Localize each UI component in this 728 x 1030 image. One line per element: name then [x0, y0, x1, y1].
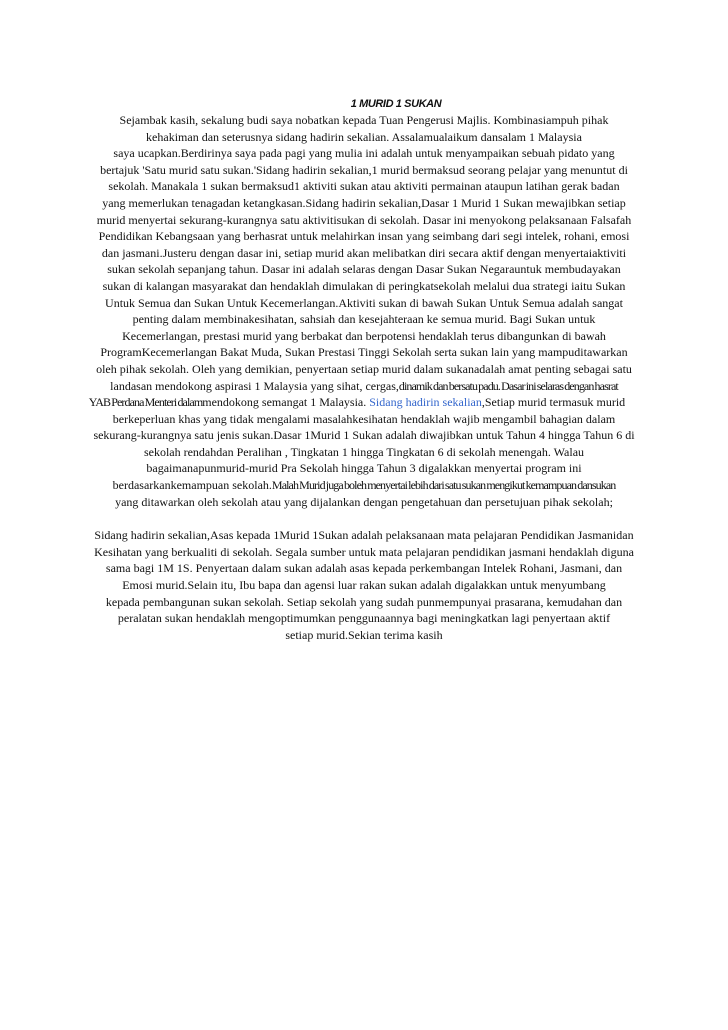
paragraph-line: dan jasmani.Justeru dengan dasar ini, setiap murid akan melibatkan diri secara aktif dengan menyertaiaktiviti: [101, 245, 627, 260]
paragraph-line: Kecemerlangan, prestasi murid yang berbakat dan berpotensi hendaklah terus dibangunkan di bawah: [122, 328, 606, 343]
paragraph-line: Kesihatan yang berkualiti di sekolah. Segala sumber untuk mata pelajaran pendidikan jasmani hendaklah diguna: [94, 544, 634, 559]
document-body: [74, 96, 654, 643]
line-segment: landasan mendokong aspirasi 1 Malaysia yang sihat, cergas,: [110, 378, 399, 393]
sidang-hadirin-link[interactable]: Sidang hadirin sekalian: [369, 395, 482, 410]
paragraph-spacer: [74, 510, 654, 527]
paragraph-line: Sidang hadirin sekalian,Asas kepada 1Murid 1Sukan adalah pelaksanaan mata pelajaran Pendidikan Jasmanidan: [94, 528, 634, 543]
paragraph-line: Emosi murid.Selain itu, Ibu bapa dan agensi luar rakan sukan adalah digalakkan untuk menyumbang: [122, 578, 606, 593]
line-segment-condensed: YAB Perdana Menteri dalam: [88, 395, 203, 410]
paragraph-line: penting dalam membinakesihatan, sahsiah dan kesejahteraan ke semua murid. Bagi Sukan untuk: [132, 312, 596, 327]
paragraph-line: murid menyertai sekurang-kurangnya satu aktivitisukan di sekolah. Dasar ini menyokong pelaksanaan Falsafah: [96, 212, 632, 227]
line-segment: berdasarkankemampuan sekolah.: [112, 478, 272, 493]
line-segment: mendokong semangat 1 Malaysia.: [202, 395, 370, 410]
paragraph-1: [74, 112, 654, 510]
document-title: 1 MURID 1 SUKAN: [350, 98, 442, 110]
paragraph-line: berkeperluan khas yang tidak mengalami masalahkesihatan hendaklah wajib mengambil bahagian dalam: [112, 411, 616, 426]
paragraph-line: yang ditawarkan oleh sekolah atau yang dijalankan dengan pengetahuan dan persetujuan pihak sekolah;: [115, 494, 613, 509]
paragraph-2: [74, 527, 654, 643]
paragraph-line-mixed: [74, 378, 654, 395]
paragraph-line: oleh pihak sekolah. Oleh yang demikian, penyertaan setiap murid dalam sukanadalah amat penting sebagai satu: [96, 361, 632, 376]
paragraph-line: Sejambak kasih, sekalung budi saya nobatkan kepada Tuan Pengerusi Majlis. Kombinasiampuh pihak: [119, 113, 609, 127]
paragraph-line: sukan di kalangan masyarakat dan hendaklah dimulakan di peringkatsekolah melalui dua strategi iaitu Sukan: [102, 278, 626, 293]
paragraph-line: bagaimanapunmurid-murid Pra Sekolah hingga Tahun 3 digalakkan menyertai program ini: [146, 461, 582, 476]
paragraph-line: kepada pembangunan sukan sekolah. Setiap sekolah yang sudah punmempunyai prasarana, kemudahan dan: [105, 594, 623, 609]
paragraph-line: sama bagi 1M 1S. Penyertaan dalam sukan adalah asas kepada perkembangan Intelek Rohani, Jasmani, dan: [105, 561, 623, 576]
paragraph-line: sekolah rendahdan Peralihan , Tingkatan 1 hingga Tingkatan 6 di sekolah menengah. Walau: [143, 444, 585, 459]
paragraph-line: Pendidikan Kebangsaan yang berhasrat untuk melahirkan insan yang seimbang dari segi intelek, rohani, emosi: [98, 229, 630, 244]
paragraph-line: sukan sekolah sepanjang tahun. Dasar ini adalah selaras dengan Dasar Sukan Negarauntuk membudayakan: [107, 262, 621, 277]
paragraph-line: yang memerlukan tenagadan ketangkasan.Sidang hadirin sekalian,Dasar 1 Murid 1 Sukan mewajibkan setiap: [102, 195, 626, 210]
paragraph-line: setiap murid.Sekian terima kasih: [285, 627, 443, 642]
paragraph-line: peralatan sukan hendaklah mengoptimumkan penggunaannya bagi meningkatkan lagi penyertaan aktif: [117, 611, 611, 626]
paragraph-line-mixed: [74, 477, 654, 494]
line-segment: ,Setiap murid termasuk murid: [481, 395, 626, 410]
paragraph-line: saya ucapkan.Berdirinya saya pada pagi yang mulia ini adalah untuk menyampaikan sebuah pidato yang: [113, 146, 615, 161]
paragraph-line: bertajuk 'Satu murid satu sukan.'Sidang hadirin sekalian,1 murid bermaksud seorang pelajar yang menuntut di: [100, 162, 628, 177]
line-segment-condensed: Malah Murid juga boleh menyertai lebih dari satu sukan mengikut kemampuan dansukan: [271, 478, 616, 493]
paragraph-line: sekolah. Manakala 1 sukan bermaksud1 aktiviti sukan atau aktiviti permainan ataupun latihan gerak badan: [108, 179, 620, 194]
paragraph-line-mixed: [60, 394, 654, 411]
paragraph-line: sekurang-kurangnya satu jenis sukan.Dasar 1Murid 1 Sukan adalah diwajibkan untuk Tahun 4 hingga Tahun 6 di: [93, 428, 635, 443]
paragraph-line: kehakiman dan seterusnya sidang hadirin sekalian. Assalamualaikum dansalam 1 Malaysia: [146, 129, 582, 144]
paragraph-line: Untuk Semua dan Sukan Untuk Kecemerlangan.Aktiviti sukan di bawah Sukan Untuk Semua adalah sangat: [105, 295, 623, 310]
paragraph-line: ProgramKecemerlangan Bakat Muda, Sukan Prestasi Tinggi Sekolah serta sukan lain yang mampuditawarkan: [100, 345, 628, 360]
line-segment-condensed: dinamik dan bersatu padu. Dasar ini selaras dengan hasrat: [398, 378, 618, 393]
